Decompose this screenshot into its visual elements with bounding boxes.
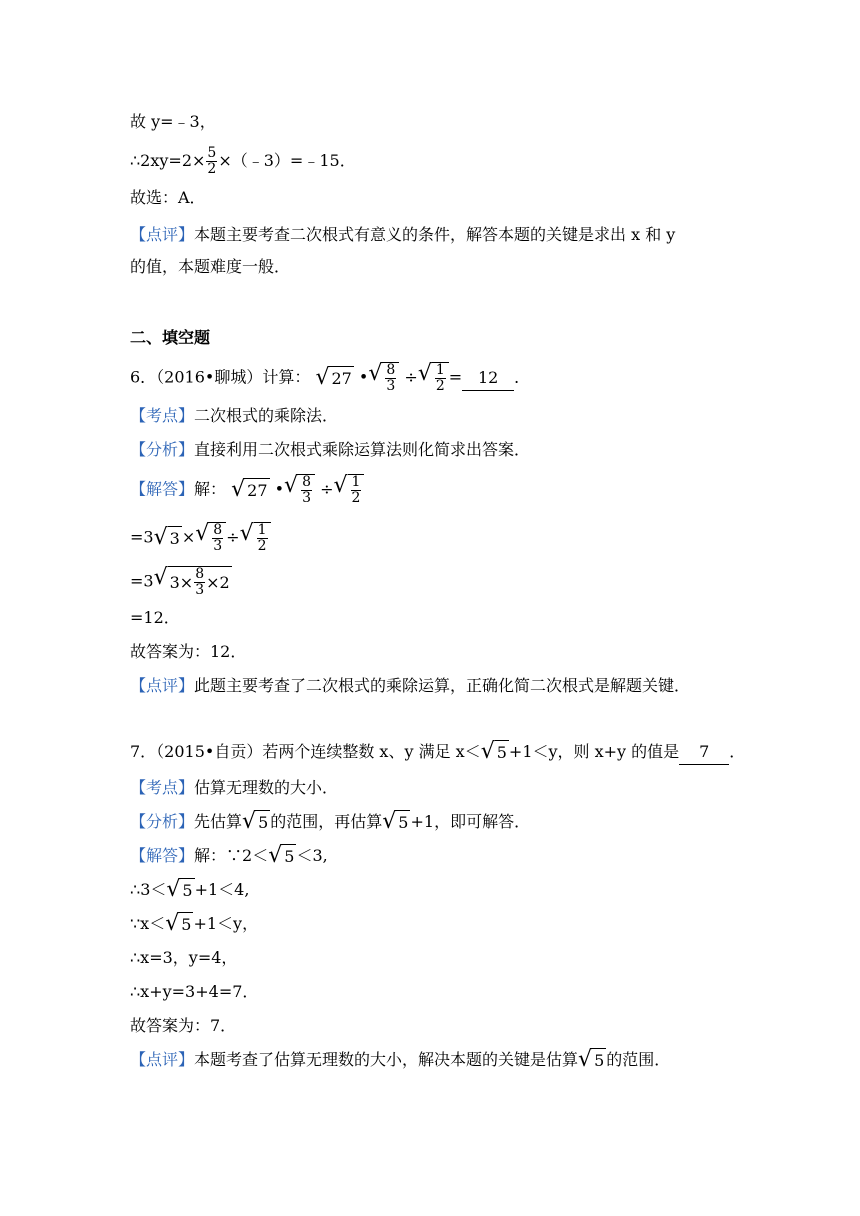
- q7-jieda: 【解答】解：∵2＜ √ 5 ＜3,: [130, 843, 328, 868]
- q6-dot: •: [358, 367, 369, 387]
- q6-prefix: 6．（2016•聊城）计算：: [130, 367, 311, 387]
- q6-step-3: =12．: [130, 608, 180, 627]
- line-2xy-pre: ∴2xy=2×: [130, 151, 206, 170]
- q6-step-2: =3 √ 3× $\frac{8}{3}$ ×2: [130, 565, 230, 598]
- kaodian-text: 二次根式的乘除法．: [194, 406, 339, 425]
- sqrt-8-3: √ $\frac{8}{3}$: [368, 362, 399, 394]
- fraction-numerator: 5: [207, 145, 217, 161]
- fenxi-tag: 【分析】: [130, 440, 195, 459]
- q6-dianping: [130, 674, 690, 698]
- radicand: 27: [329, 366, 353, 391]
- section-heading: 二、填空题: [130, 328, 211, 347]
- q7-step-2: ∵x＜ √ 5 +1＜y，: [130, 911, 259, 936]
- q6-divide: ÷: [404, 367, 418, 387]
- dianping-text: 此题主要考查了二次根式的乘除运算，正确化简二次根式是解题关键．: [194, 676, 691, 695]
- q7-prefix: 7．（2015•自贡）若两个连续整数 x、y 满足 x＜: [130, 742, 481, 761]
- line-y-value: 故 y=﹣3，: [130, 112, 216, 131]
- q6-jieda: 【解答】解： √ 27 • √ $\frac{8}{3}$ ÷ √ $\frac{1}{2}$: [130, 474, 364, 506]
- line-2xy: [130, 146, 356, 177]
- q7-kaodian: 【考点】估算无理数的大小．: [130, 778, 339, 797]
- q6-fenxi: [130, 438, 530, 462]
- sqrt-1-2: √ $\frac{1}{2}$: [418, 362, 449, 394]
- comment-q5-cont: 的值，本题难度一般．: [130, 257, 291, 276]
- q6-answer-blank: 12: [462, 366, 514, 391]
- q6-kaodian: [130, 404, 338, 428]
- q7-mid: +1＜y，则 x+y 的值是: [508, 742, 680, 761]
- fraction-denominator: 2: [207, 161, 217, 177]
- q7-answer-line: 故答案为：7．: [130, 1016, 237, 1035]
- q7-end: ．: [729, 742, 746, 761]
- comment-q5: [130, 223, 675, 247]
- line-choice: 故选：A．: [130, 188, 206, 207]
- q7-step-3: ∴x=3，y=4，: [130, 948, 238, 967]
- q7-dianping: 【点评】本题考查了估算无理数的大小，解决本题的关键是估算 √ 5 的范围．: [130, 1047, 671, 1072]
- jieda-text: 解：: [194, 479, 227, 499]
- comment-tag: 【点评】: [130, 225, 195, 244]
- question-6: [130, 362, 530, 394]
- sqrt-27: [315, 366, 353, 391]
- dianping-tag: 【点评】: [130, 676, 195, 695]
- jieda-tag: 【解答】: [130, 479, 195, 499]
- q6-step-1: =3 √ 3 × √ $\frac{8}{3}$ ÷ √ $\frac{1}{2}$: [130, 522, 271, 554]
- q6-equals: =: [448, 367, 463, 387]
- q7-step-1: ∴3＜ √ 5 +1＜4,: [130, 877, 250, 902]
- kaodian-tag: 【考点】: [130, 406, 195, 425]
- q7-answer-blank: 7: [679, 740, 729, 765]
- comment-text: 本题主要考查二次根式有意义的条件，解答本题的关键是求出 x 和 y: [194, 225, 676, 244]
- q6-answer-line: 故答案为：12．: [130, 642, 247, 661]
- q7-step-4: ∴x+y=3+4=7．: [130, 982, 259, 1001]
- sqrt-5: √ 5: [480, 739, 507, 764]
- q7-fenxi: 【分析】先估算 √ 5 的范围，再估算 √ 5 +1，即可解答．: [130, 809, 531, 834]
- q6-end: ．: [514, 367, 531, 387]
- fraction-5-2: [206, 146, 217, 177]
- radical-sign: √: [315, 364, 330, 390]
- question-7: [130, 740, 745, 765]
- line-2xy-post: ×（﹣3）=﹣15．: [218, 151, 356, 170]
- fenxi-text: 直接利用二次根式乘除运算法则化简求出答案．: [194, 440, 531, 459]
